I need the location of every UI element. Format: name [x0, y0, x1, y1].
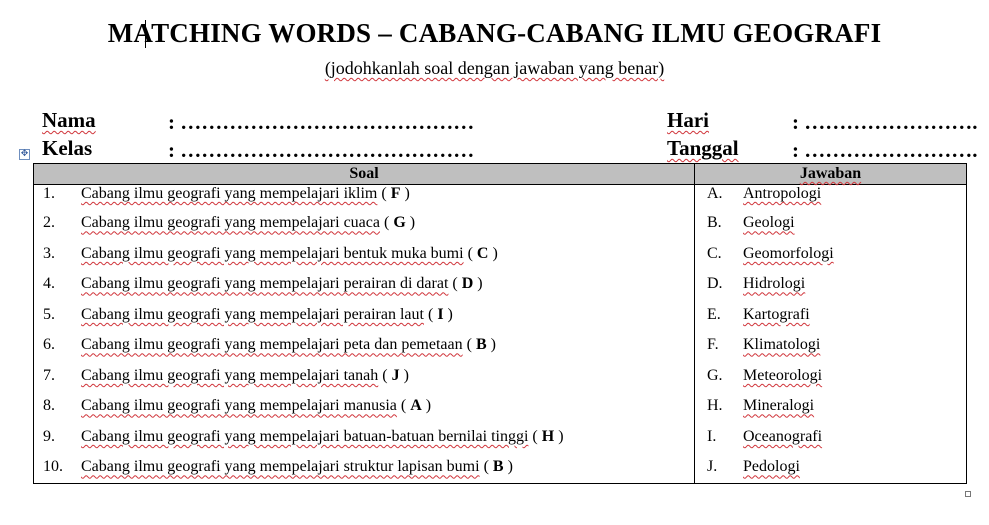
- question-text: Cabang ilmu geografi yang mempelajari peta dan pemetaan: [81, 336, 463, 354]
- header-soal: Soal: [34, 164, 695, 185]
- option-text: Hidrologi: [743, 275, 806, 293]
- option-text: Mineralogi: [743, 397, 815, 415]
- option-letter: B.: [707, 214, 722, 232]
- table-row: [34, 269, 967, 300]
- question-cell: 3. Cabang ilmu geografi yang mempelajari bentuk muka bumi ( C ): [34, 239, 695, 270]
- question-number: 2.: [43, 214, 55, 232]
- question-cell: 4. Cabang ilmu geografi yang mempelajari perairan di darat ( D ): [34, 269, 695, 300]
- table-row: [34, 185, 967, 209]
- matching-table: [33, 163, 967, 484]
- header-jawaban-text: Jawaban: [799, 165, 862, 182]
- page-subtitle: [0, 58, 989, 79]
- subtitle-text: (jodohkanlah soal dengan jawaban yang benar): [324, 58, 665, 78]
- question-text: Cabang ilmu geografi yang mempelajari perairan laut: [81, 305, 424, 323]
- hari-blank[interactable]: : …………………….: [792, 110, 978, 134]
- tanggal-blank[interactable]: : …………………….: [792, 138, 978, 162]
- table-row: [34, 208, 967, 239]
- option-letter: I.: [707, 427, 717, 445]
- question-text: Cabang ilmu geografi yang mempelajari iklim: [81, 185, 378, 202]
- question-cell: 8. Cabang ilmu geografi yang mempelajari manusia ( A ): [34, 391, 695, 422]
- question-text: Cabang ilmu geografi yang mempelajari bentuk muka bumi: [81, 244, 464, 262]
- question-cell: 1. Cabang ilmu geografi yang mempelajari iklim ( F ): [34, 185, 695, 209]
- page-title: MATCHING WORDS – CABANG-CABANG ILMU GEOGRAFI: [107, 18, 882, 48]
- option-text: Antropologi: [743, 185, 822, 202]
- option-text: Kartografi: [743, 305, 810, 323]
- option-letter: D.: [707, 275, 723, 293]
- option-letter: G.: [707, 366, 723, 384]
- option-text: Pedologi: [743, 458, 800, 476]
- table-row: [34, 452, 967, 483]
- question-cell: 6. Cabang ilmu geografi yang mempelajari peta dan pemetaan ( B ): [34, 330, 695, 361]
- tanggal-label: Tanggal: [667, 136, 739, 160]
- header-jawaban: [695, 164, 967, 185]
- question-cell: 5. Cabang ilmu geografi yang mempelajari perairan laut ( I ): [34, 300, 695, 331]
- question-cell: 10. Cabang ilmu geografi yang mempelajari struktur lapisan bumi ( B ): [34, 452, 695, 483]
- option-cell: [695, 269, 967, 300]
- question-cell: 2. Cabang ilmu geografi yang mempelajari cuaca ( G ): [34, 208, 695, 239]
- option-text: Geomorfologi: [743, 244, 834, 262]
- table-row: [34, 239, 967, 270]
- option-text: Klimatologi: [743, 336, 821, 354]
- nama-label: Nama: [42, 108, 96, 132]
- option-letter: J.: [707, 458, 718, 476]
- answer-letter: J: [391, 366, 400, 384]
- table-row: [34, 391, 967, 422]
- table-move-handle-icon[interactable]: ✥: [20, 149, 29, 159]
- question-text: Cabang ilmu geografi yang mempelajari batuan-batuan bernilai tinggi: [81, 427, 529, 445]
- question-text: Cabang ilmu geografi yang mempelajari manusia: [81, 397, 397, 415]
- answer-letter: A: [410, 397, 422, 415]
- table-row: [34, 330, 967, 361]
- option-text: Meteorologi: [743, 366, 823, 384]
- option-letter: C.: [707, 244, 722, 262]
- option-cell: [695, 422, 967, 453]
- option-text: Oceanografi: [743, 427, 823, 445]
- table-row: [34, 361, 967, 392]
- question-number: 1.: [43, 185, 55, 202]
- question-text: Cabang ilmu geografi yang mempelajari tanah: [81, 366, 379, 384]
- question-text: Cabang ilmu geografi yang mempelajari struktur lapisan bumi: [81, 458, 480, 476]
- question-cell: 9. Cabang ilmu geografi yang mempelajari batuan-batuan bernilai tinggi ( H ): [34, 422, 695, 453]
- option-letter: A.: [707, 185, 723, 202]
- answer-letter: G: [393, 214, 406, 232]
- option-letter: E.: [707, 305, 721, 323]
- option-letter: F.: [707, 336, 719, 354]
- answer-letter: I: [437, 305, 444, 323]
- option-cell: [695, 300, 967, 331]
- option-cell: [695, 361, 967, 392]
- question-text: Cabang ilmu geografi yang mempelajari perairan di darat: [81, 275, 449, 293]
- option-letter: H.: [707, 397, 723, 415]
- option-text: Geologi: [743, 214, 795, 232]
- option-cell: [695, 239, 967, 270]
- question-number: 5.: [43, 305, 55, 323]
- option-cell: [695, 208, 967, 239]
- option-cell: [695, 185, 967, 209]
- question-number: 7.: [43, 366, 55, 384]
- question-number: 4.: [43, 275, 55, 293]
- answer-letter: F: [390, 185, 401, 202]
- answer-letter: B: [475, 336, 487, 354]
- question-number: 8.: [43, 397, 55, 415]
- answer-letter: H: [541, 427, 555, 445]
- option-cell: [695, 330, 967, 361]
- table-row: [34, 422, 967, 453]
- question-cell: 7. Cabang ilmu geografi yang mempelajari tanah ( J ): [34, 361, 695, 392]
- option-cell: [695, 452, 967, 483]
- option-cell: [695, 391, 967, 422]
- hari-label: Hari: [667, 108, 709, 132]
- question-number: 9.: [43, 427, 55, 445]
- question-number: 10.: [43, 458, 63, 476]
- kelas-blank[interactable]: : ……………………………………: [168, 138, 475, 162]
- answer-letter: D: [461, 275, 474, 293]
- answer-letter: B: [492, 458, 504, 476]
- answer-letter: C: [476, 244, 489, 262]
- table-row: [34, 300, 967, 331]
- table-resize-handle[interactable]: [965, 491, 971, 497]
- question-number: 3.: [43, 244, 55, 262]
- question-number: 6.: [43, 336, 55, 354]
- question-text: Cabang ilmu geografi yang mempelajari cuaca: [81, 214, 380, 232]
- nama-blank[interactable]: : ……………………………………: [168, 110, 475, 134]
- kelas-label: Kelas: [42, 136, 93, 160]
